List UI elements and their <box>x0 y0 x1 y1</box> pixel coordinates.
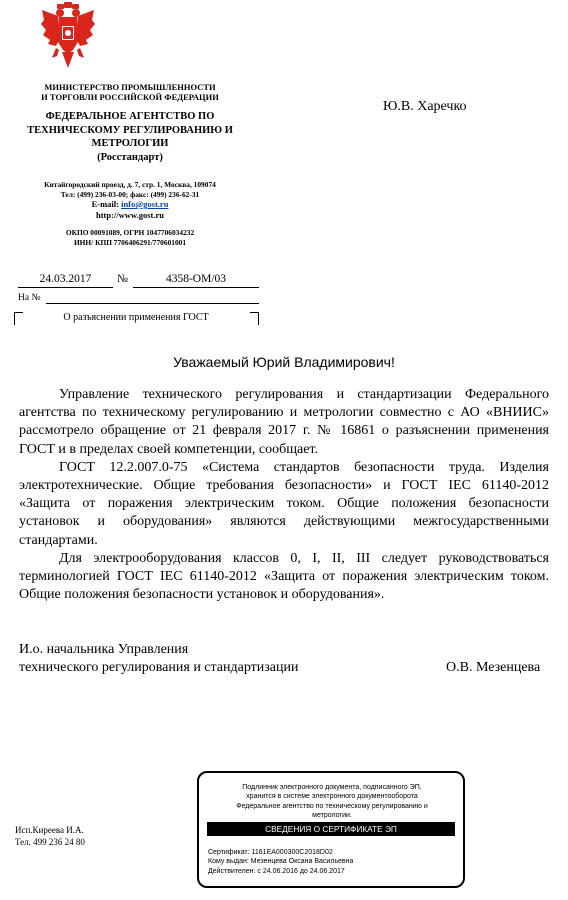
stamp-line-4: метрологии. <box>312 812 352 820</box>
stamp-certificate-details <box>208 848 353 876</box>
subject-bracket-right <box>250 312 259 325</box>
signer-title-line-1: И.о. начальника Управления <box>19 642 189 657</box>
agency-phone: Тел: (499) 236-03-00; факс: (499) 236-62-31 <box>60 189 200 199</box>
agency-line-3: МЕТРОЛОГИИ <box>91 138 169 149</box>
letter-body <box>19 386 549 604</box>
ministry-line-1: МИНИСТЕРСТВО ПРОМЫШЛЕННОСТИ <box>44 82 216 92</box>
ministry-name <box>10 82 250 102</box>
signer-title-line-2: технического регулирования и стандартизации <box>19 660 299 675</box>
agency-short-name: (Росстандарт) <box>97 151 163 163</box>
body-paragraph-2: ГОСТ 12.2.007.0-75 «Система стандартов безопасности труда. Изделия электротехнические. Общие требования безопасности» и ГОСТ IEC 61140-2012 «Защита от поражения электрическим током. Общие положения безопасности установок и оборудования» являются действующими межгосударственными стандартами. <box>19 459 549 548</box>
reply-to-line <box>46 303 259 304</box>
addressee: Ю.В. Харечко <box>383 99 467 114</box>
inn-kpp: ИНН/ КПП 7706406291/770601001 <box>73 237 187 247</box>
stamp-certificate-header: СВЕДЕНИЯ О СЕРТИФИКАТЕ ЭП <box>207 822 455 836</box>
agency-line-1: ФЕДЕРАЛЬНОЕ АГЕНТСТВО ПО <box>45 111 215 122</box>
letter-number: 4358-ОМ/03 <box>133 271 259 288</box>
agency-contacts <box>10 180 250 199</box>
agency-email-line <box>10 199 250 210</box>
letter-subject: О разъяснении применения ГОСТ <box>63 312 209 323</box>
body-paragraph-1: Управление технического регулирования и стандартизации Федерального агентства по техническому регулированию и метрологии совместно с АО «ВНИИС» рассмотрело обращение от 21 февраля 2017 г. № 16861 о разъяснении применения ГОСТ и в пределах своей компетенции, сообщает. <box>19 387 549 457</box>
email-label: E-mail: <box>91 199 122 209</box>
stamp-notice <box>212 783 452 821</box>
ministry-line-2: И ТОРГОВЛИ РОССИЙСКОЙ ФЕДЕРАЦИИ <box>41 92 219 102</box>
body-paragraph-3: Для электрооборудования классов 0, I, II, III следует руководствоваться терминологией ГОСТ IEC 61140-2012 «Защита от поражения электрическим током. Общие положения безопасности установок и оборудования». <box>19 550 549 603</box>
executor-name: Исп.Киреева И.А. <box>15 825 84 835</box>
executor-phone: Тел. 499 236 24 80 <box>15 836 85 847</box>
agency-address: Китайгородский проезд, д. 7, стр. 1, Москва, 109074 <box>44 180 216 189</box>
email-link[interactable]: info@gost.ru <box>121 199 169 209</box>
certificate-validity: Действителен: с 24.06.2016 до 24.06.2017 <box>208 867 345 875</box>
greeting: Уважаемый Юрий Владимирович! <box>173 354 395 370</box>
reply-to-label: На № <box>18 293 41 303</box>
letter-date: 24.03.2017 <box>18 271 113 288</box>
certificate-id: Сертификат: 1161EA000300C2018D02 <box>208 849 333 856</box>
stamp-line-3: Федеральное агентство по техническому регулированию и <box>236 802 428 810</box>
agency-name <box>10 110 250 164</box>
agency-line-2: ТЕХНИЧЕСКОМУ РЕГУЛИРОВАНИЮ И <box>27 124 233 136</box>
agency-web <box>10 199 250 221</box>
executor-info <box>15 825 85 848</box>
signer-name: О.В. Мезенцева <box>446 660 541 675</box>
number-label: № <box>117 273 128 285</box>
certificate-issued-to: Кому выдан: Мезенцева Оксана Васильевна <box>208 858 354 866</box>
agency-website[interactable]: http://www.gost.ru <box>95 210 164 220</box>
stamp-line-1: Подлинник электронного документа, подписанного ЭП, <box>242 784 422 791</box>
russian-coat-of-arms-icon <box>40 2 96 70</box>
stamp-line-2: хранится в системе электронного документооборота <box>246 793 418 801</box>
agency-codes <box>10 228 250 247</box>
okpo-ogrn: ОКПО 00091089, ОГРН 1047706034232 <box>65 228 195 237</box>
